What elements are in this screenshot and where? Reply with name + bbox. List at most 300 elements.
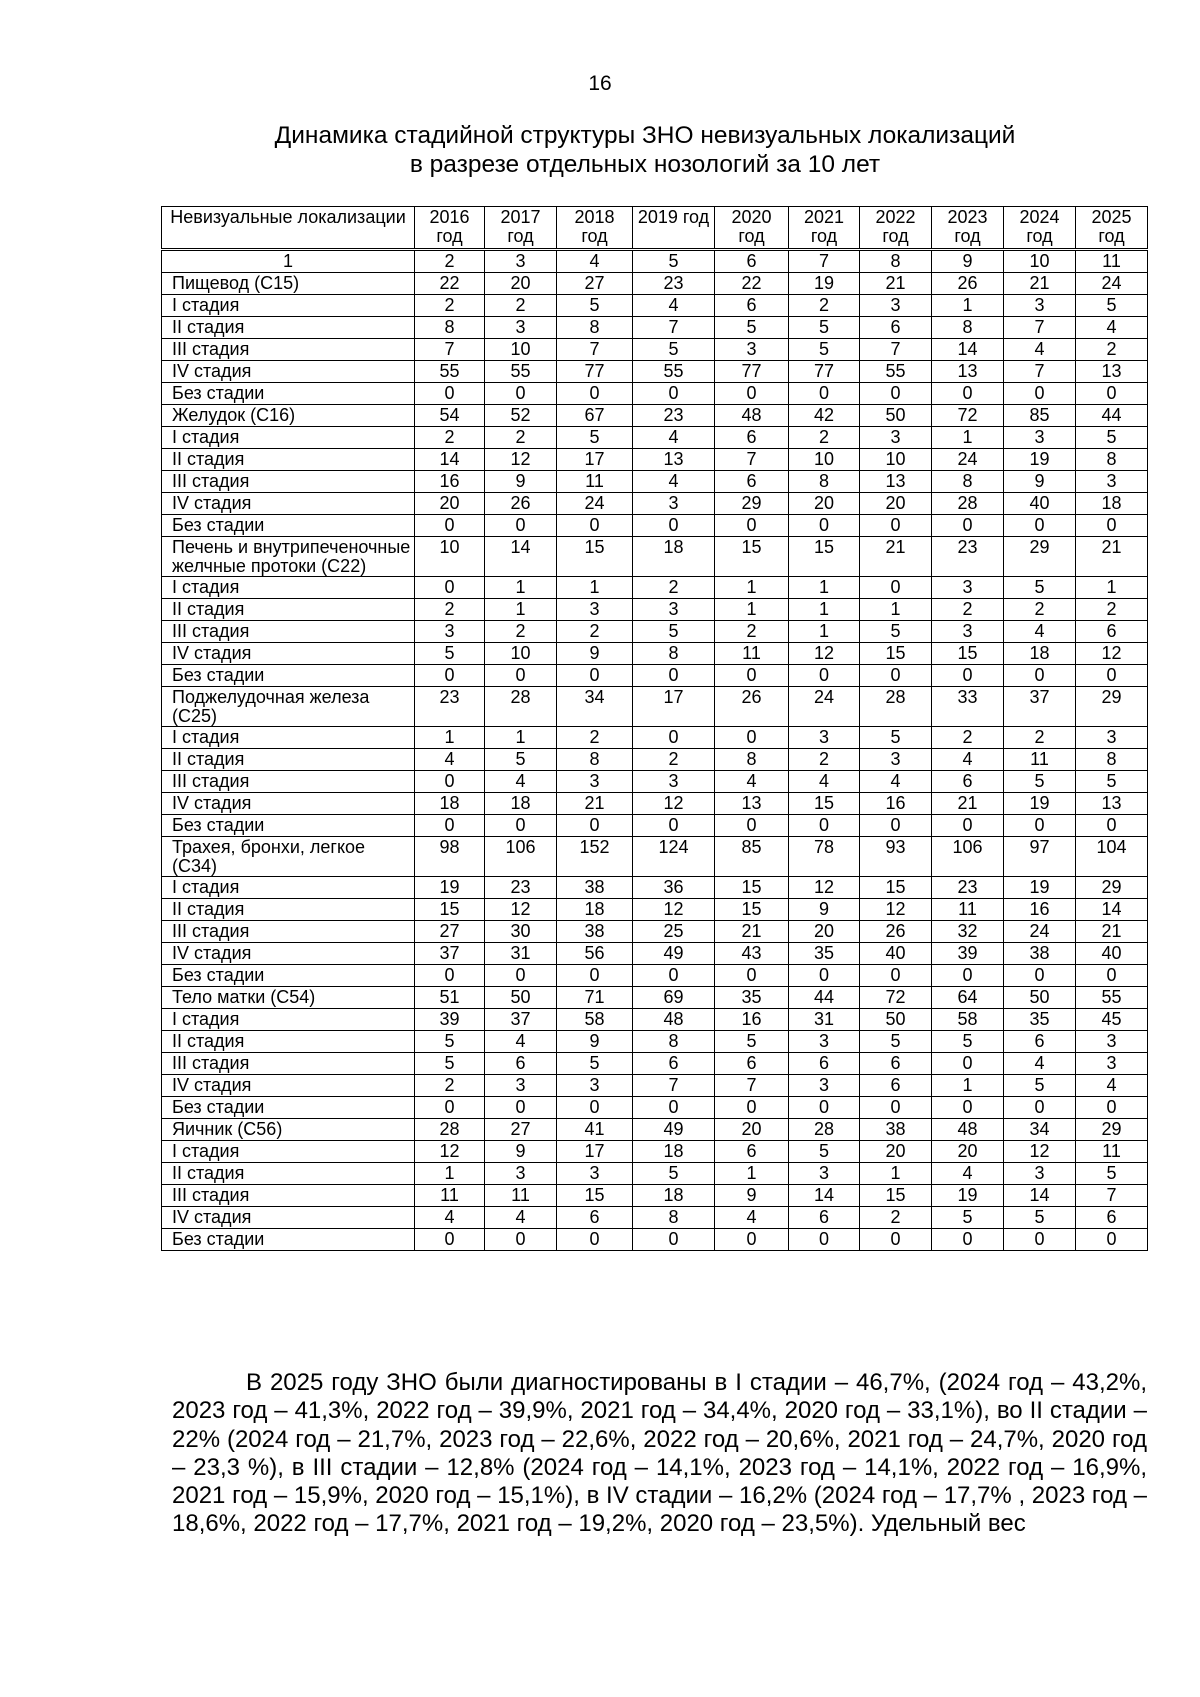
header-year: 2022 год <box>860 207 932 250</box>
table-cell: 6 <box>860 1075 932 1097</box>
table-cell: 5 <box>1004 771 1076 793</box>
table-cell: 0 <box>932 815 1004 837</box>
table-cell: 0 <box>860 665 932 687</box>
table-cell: 9 <box>557 1031 633 1053</box>
table-cell: 0 <box>789 1097 860 1119</box>
table-row <box>162 1075 1148 1097</box>
table-cell: 93 <box>860 837 932 877</box>
column-number: 5 <box>633 250 715 273</box>
table-cell: 1 <box>485 577 557 599</box>
table-cell: 0 <box>1076 383 1148 405</box>
table-cell: 0 <box>860 577 932 599</box>
table-cell: 4 <box>1004 621 1076 643</box>
row-label: IV стадия <box>162 1207 415 1229</box>
row-label: Пищевод (С15) <box>162 273 415 295</box>
table-row <box>162 537 1148 577</box>
table-row <box>162 987 1148 1009</box>
table-cell: 7 <box>415 339 485 361</box>
table-cell: 7 <box>715 1075 789 1097</box>
table-cell: 0 <box>415 965 485 987</box>
table-cell: 18 <box>633 1185 715 1207</box>
table-cell: 14 <box>789 1185 860 1207</box>
table-cell: 18 <box>1076 493 1148 515</box>
table-row <box>162 361 1148 383</box>
table-cell: 77 <box>715 361 789 383</box>
row-label: III стадия <box>162 921 415 943</box>
table-row <box>162 449 1148 471</box>
table-cell: 69 <box>633 987 715 1009</box>
row-label: II стадия <box>162 749 415 771</box>
table-cell: 0 <box>715 727 789 749</box>
table-row <box>162 317 1148 339</box>
table-cell: 0 <box>789 665 860 687</box>
table-cell: 49 <box>633 943 715 965</box>
table-cell: 23 <box>633 405 715 427</box>
table-cell: 11 <box>557 471 633 493</box>
table-cell: 15 <box>789 793 860 815</box>
table-cell: 5 <box>789 339 860 361</box>
table-cell: 5 <box>1076 771 1148 793</box>
table-cell: 51 <box>415 987 485 1009</box>
row-label: Без стадии <box>162 383 415 405</box>
table-cell: 0 <box>789 815 860 837</box>
table-cell: 2 <box>557 621 633 643</box>
table-cell: 15 <box>715 537 789 577</box>
table-cell: 5 <box>1076 1163 1148 1185</box>
table-cell: 8 <box>715 749 789 771</box>
table-cell: 3 <box>1076 1053 1148 1075</box>
table-cell: 10 <box>485 643 557 665</box>
table-cell: 35 <box>789 943 860 965</box>
table-cell: 5 <box>932 1207 1004 1229</box>
table-cell: 15 <box>860 1185 932 1207</box>
table-cell: 15 <box>557 537 633 577</box>
table-cell: 8 <box>1076 449 1148 471</box>
table-cell: 2 <box>1076 599 1148 621</box>
table-cell: 3 <box>485 317 557 339</box>
table-cell: 0 <box>485 1229 557 1251</box>
table-cell: 5 <box>715 1031 789 1053</box>
table-cell: 2 <box>415 295 485 317</box>
header-year: 2021 год <box>789 207 860 250</box>
table-cell: 41 <box>557 1119 633 1141</box>
table-cell: 72 <box>860 987 932 1009</box>
table-cell: 52 <box>485 405 557 427</box>
table-cell: 12 <box>789 643 860 665</box>
table-cell: 0 <box>485 1097 557 1119</box>
row-label: Без стадии <box>162 1229 415 1251</box>
table-cell: 50 <box>485 987 557 1009</box>
table-row <box>162 383 1148 405</box>
table-cell: 3 <box>860 427 932 449</box>
table-cell: 45 <box>1076 1009 1148 1031</box>
table-cell: 23 <box>932 537 1004 577</box>
table-cell: 4 <box>485 1207 557 1229</box>
table-row <box>162 815 1148 837</box>
table-cell: 50 <box>1004 987 1076 1009</box>
table-cell: 14 <box>932 339 1004 361</box>
table-cell: 55 <box>415 361 485 383</box>
table-cell: 3 <box>557 771 633 793</box>
table-cell: 6 <box>715 427 789 449</box>
table-cell: 21 <box>557 793 633 815</box>
table-cell: 20 <box>415 493 485 515</box>
table-cell: 0 <box>415 1097 485 1119</box>
table-cell: 8 <box>557 317 633 339</box>
table-cell: 3 <box>485 1163 557 1185</box>
row-label: I стадия <box>162 877 415 899</box>
table-cell: 5 <box>1076 295 1148 317</box>
row-label: III стадия <box>162 1053 415 1075</box>
table-cell: 1 <box>789 577 860 599</box>
table-cell: 6 <box>1004 1031 1076 1053</box>
table-row <box>162 493 1148 515</box>
row-label: II стадия <box>162 1163 415 1185</box>
row-label: I стадия <box>162 577 415 599</box>
table-cell: 1 <box>860 599 932 621</box>
table-cell: 8 <box>633 643 715 665</box>
table-cell: 1 <box>485 727 557 749</box>
table-row <box>162 943 1148 965</box>
table-cell: 39 <box>415 1009 485 1031</box>
table-cell: 9 <box>789 899 860 921</box>
table-cell: 21 <box>715 921 789 943</box>
table-row <box>162 837 1148 877</box>
table-row <box>162 899 1148 921</box>
table-cell: 0 <box>485 965 557 987</box>
table-body <box>162 250 1148 1251</box>
column-number: 3 <box>485 250 557 273</box>
table-cell: 28 <box>485 687 557 727</box>
table-cell: 0 <box>715 383 789 405</box>
table-cell: 0 <box>415 515 485 537</box>
table-cell: 18 <box>557 899 633 921</box>
table-cell: 4 <box>415 749 485 771</box>
table-cell: 13 <box>932 361 1004 383</box>
table-cell: 7 <box>557 339 633 361</box>
table-cell: 34 <box>1004 1119 1076 1141</box>
table-cell: 49 <box>633 1119 715 1141</box>
table-cell: 28 <box>860 687 932 727</box>
header-year: 2020 год <box>715 207 789 250</box>
row-label: II стадия <box>162 1031 415 1053</box>
table-cell: 0 <box>860 383 932 405</box>
table-cell: 1 <box>860 1163 932 1185</box>
table-cell: 77 <box>557 361 633 383</box>
row-label: III стадия <box>162 1185 415 1207</box>
table-cell: 5 <box>1076 427 1148 449</box>
table-cell: 3 <box>715 339 789 361</box>
table-cell: 5 <box>415 1053 485 1075</box>
table-cell: 12 <box>485 899 557 921</box>
table-cell: 7 <box>1076 1185 1148 1207</box>
table-cell: 5 <box>1004 1207 1076 1229</box>
table-cell: 5 <box>1004 577 1076 599</box>
table-cell: 5 <box>633 621 715 643</box>
table-cell: 0 <box>860 965 932 987</box>
table-cell: 6 <box>1076 1207 1148 1229</box>
table-cell: 0 <box>1004 1229 1076 1251</box>
table-cell: 5 <box>557 427 633 449</box>
table-cell: 22 <box>415 273 485 295</box>
table-cell: 10 <box>860 449 932 471</box>
table-cell: 4 <box>633 471 715 493</box>
table-cell: 106 <box>485 837 557 877</box>
table-cell: 12 <box>860 899 932 921</box>
table-row <box>162 599 1148 621</box>
table-cell: 9 <box>557 643 633 665</box>
column-number: 9 <box>932 250 1004 273</box>
table-cell: 0 <box>715 515 789 537</box>
table-cell: 3 <box>1004 295 1076 317</box>
row-label: Печень и внутрипеченочные желчные протоки (С22) <box>162 537 415 577</box>
table-cell: 12 <box>633 793 715 815</box>
table-cell: 0 <box>860 515 932 537</box>
table-cell: 97 <box>1004 837 1076 877</box>
header-year: 2016 год <box>415 207 485 250</box>
column-number-row <box>162 250 1148 273</box>
table-cell: 2 <box>415 599 485 621</box>
column-number: 6 <box>715 250 789 273</box>
table-cell: 20 <box>789 493 860 515</box>
table-cell: 17 <box>633 687 715 727</box>
table-cell: 0 <box>932 1097 1004 1119</box>
table-cell: 0 <box>557 1097 633 1119</box>
row-label: IV стадия <box>162 361 415 383</box>
table-cell: 0 <box>557 515 633 537</box>
table-cell: 15 <box>557 1185 633 1207</box>
table-cell: 11 <box>932 899 1004 921</box>
table-cell: 19 <box>932 1185 1004 1207</box>
table-cell: 1 <box>415 727 485 749</box>
table-cell: 1 <box>715 599 789 621</box>
table-cell: 6 <box>715 295 789 317</box>
table-cell: 0 <box>932 1053 1004 1075</box>
table-row <box>162 921 1148 943</box>
table-cell: 19 <box>415 877 485 899</box>
table-cell: 30 <box>485 921 557 943</box>
table-row <box>162 577 1148 599</box>
table-cell: 0 <box>1076 1229 1148 1251</box>
row-label: III стадия <box>162 771 415 793</box>
table-cell: 64 <box>932 987 1004 1009</box>
table-cell: 4 <box>415 1207 485 1229</box>
table-cell: 0 <box>485 815 557 837</box>
table-cell: 8 <box>1076 749 1148 771</box>
table-cell: 11 <box>415 1185 485 1207</box>
table-cell: 37 <box>485 1009 557 1031</box>
table-cell: 4 <box>932 1163 1004 1185</box>
column-number: 7 <box>789 250 860 273</box>
header-year: 2018 год <box>557 207 633 250</box>
table-cell: 21 <box>860 537 932 577</box>
table-cell: 1 <box>485 599 557 621</box>
table-cell: 48 <box>715 405 789 427</box>
table-cell: 24 <box>789 687 860 727</box>
table-cell: 3 <box>860 295 932 317</box>
table-cell: 19 <box>789 273 860 295</box>
table-cell: 5 <box>789 1141 860 1163</box>
table-cell: 44 <box>1076 405 1148 427</box>
table-row <box>162 621 1148 643</box>
table-cell: 18 <box>633 537 715 577</box>
table-cell: 3 <box>415 621 485 643</box>
table-cell: 22 <box>715 273 789 295</box>
table-cell: 36 <box>633 877 715 899</box>
table-cell: 55 <box>633 361 715 383</box>
table-cell: 13 <box>1076 361 1148 383</box>
table-cell: 6 <box>557 1207 633 1229</box>
table-cell: 11 <box>485 1185 557 1207</box>
table-cell: 12 <box>1076 643 1148 665</box>
table-cell: 40 <box>1004 493 1076 515</box>
table-cell: 13 <box>1076 793 1148 815</box>
table-cell: 1 <box>715 577 789 599</box>
title-line-1: Динамика стадийной структуры ЗНО невизуальных локализаций <box>274 122 1016 149</box>
table-cell: 5 <box>860 727 932 749</box>
table-cell: 0 <box>789 965 860 987</box>
table-cell: 6 <box>932 771 1004 793</box>
table-cell: 9 <box>715 1185 789 1207</box>
table-cell: 5 <box>557 295 633 317</box>
table-cell: 0 <box>633 1229 715 1251</box>
table-cell: 31 <box>789 1009 860 1031</box>
table-cell: 9 <box>1004 471 1076 493</box>
table-cell: 5 <box>415 643 485 665</box>
row-label: Желудок (С16) <box>162 405 415 427</box>
table-cell: 8 <box>415 317 485 339</box>
header-year: 2024 год <box>1004 207 1076 250</box>
table-cell: 5 <box>485 749 557 771</box>
table-cell: 14 <box>415 449 485 471</box>
table-cell: 48 <box>932 1119 1004 1141</box>
table-cell: 40 <box>1076 943 1148 965</box>
table-cell: 28 <box>415 1119 485 1141</box>
table-cell: 27 <box>557 273 633 295</box>
table-row <box>162 295 1148 317</box>
table-cell: 3 <box>932 621 1004 643</box>
table-cell: 14 <box>1004 1185 1076 1207</box>
table-cell: 38 <box>860 1119 932 1141</box>
table-cell: 10 <box>789 449 860 471</box>
table-cell: 9 <box>485 471 557 493</box>
table-cell: 8 <box>789 471 860 493</box>
table-cell: 29 <box>1076 1119 1148 1141</box>
table-cell: 0 <box>557 665 633 687</box>
table-cell: 16 <box>860 793 932 815</box>
table-cell: 0 <box>415 771 485 793</box>
table-cell: 21 <box>1076 537 1148 577</box>
table-row <box>162 1053 1148 1075</box>
table-cell: 3 <box>1076 1031 1148 1053</box>
table-cell: 1 <box>415 1163 485 1185</box>
table-cell: 24 <box>1004 921 1076 943</box>
table-cell: 35 <box>715 987 789 1009</box>
table-cell: 37 <box>1004 687 1076 727</box>
table-cell: 0 <box>715 1229 789 1251</box>
table-row <box>162 687 1148 727</box>
table-cell: 0 <box>415 815 485 837</box>
table-cell: 0 <box>932 665 1004 687</box>
table-cell: 1 <box>1076 577 1148 599</box>
table-cell: 0 <box>789 383 860 405</box>
table-row <box>162 515 1148 537</box>
table-cell: 19 <box>1004 877 1076 899</box>
row-label: I стадия <box>162 427 415 449</box>
table-cell: 5 <box>633 339 715 361</box>
table-cell: 78 <box>789 837 860 877</box>
table-cell: 16 <box>715 1009 789 1031</box>
table-cell: 0 <box>715 815 789 837</box>
table-cell: 106 <box>932 837 1004 877</box>
table-title <box>240 121 1050 179</box>
table-cell: 5 <box>557 1053 633 1075</box>
table-cell: 6 <box>1076 621 1148 643</box>
table-cell: 0 <box>1004 383 1076 405</box>
table-cell: 1 <box>932 427 1004 449</box>
row-label: Трахея, бронхи, легкое (С34) <box>162 837 415 877</box>
table-cell: 8 <box>932 317 1004 339</box>
table-cell: 38 <box>557 877 633 899</box>
table-cell: 27 <box>415 921 485 943</box>
table-cell: 24 <box>932 449 1004 471</box>
table-cell: 23 <box>485 877 557 899</box>
table-cell: 21 <box>1076 921 1148 943</box>
table-cell: 18 <box>633 1141 715 1163</box>
table-cell: 43 <box>715 943 789 965</box>
row-label: II стадия <box>162 899 415 921</box>
table-cell: 0 <box>633 815 715 837</box>
table-cell: 29 <box>1004 537 1076 577</box>
table-cell: 0 <box>789 1229 860 1251</box>
table-cell: 12 <box>789 877 860 899</box>
table-cell: 2 <box>789 295 860 317</box>
table-cell: 20 <box>485 273 557 295</box>
table-cell: 0 <box>715 965 789 987</box>
table-cell: 0 <box>1076 815 1148 837</box>
table-cell: 0 <box>557 815 633 837</box>
table-cell: 2 <box>415 427 485 449</box>
table-cell: 23 <box>932 877 1004 899</box>
table-cell: 7 <box>633 1075 715 1097</box>
column-number: 4 <box>557 250 633 273</box>
table-cell: 11 <box>715 643 789 665</box>
table-cell: 15 <box>860 643 932 665</box>
table-row <box>162 877 1148 899</box>
table-cell: 6 <box>633 1053 715 1075</box>
table-cell: 0 <box>633 665 715 687</box>
table-cell: 104 <box>1076 837 1148 877</box>
column-number: 1 <box>162 250 415 273</box>
table-cell: 0 <box>932 383 1004 405</box>
table-cell: 5 <box>860 1031 932 1053</box>
table-cell: 0 <box>1004 1097 1076 1119</box>
table-cell: 0 <box>1004 515 1076 537</box>
table-cell: 2 <box>485 621 557 643</box>
table-cell: 39 <box>932 943 1004 965</box>
table-cell: 21 <box>932 793 1004 815</box>
table-cell: 23 <box>633 273 715 295</box>
table-cell: 85 <box>715 837 789 877</box>
table-cell: 26 <box>485 493 557 515</box>
table-cell: 2 <box>633 577 715 599</box>
table-cell: 17 <box>557 449 633 471</box>
table-cell: 2 <box>932 599 1004 621</box>
table-row <box>162 771 1148 793</box>
table-cell: 4 <box>1004 339 1076 361</box>
table-cell: 152 <box>557 837 633 877</box>
table-cell: 4 <box>1004 1053 1076 1075</box>
